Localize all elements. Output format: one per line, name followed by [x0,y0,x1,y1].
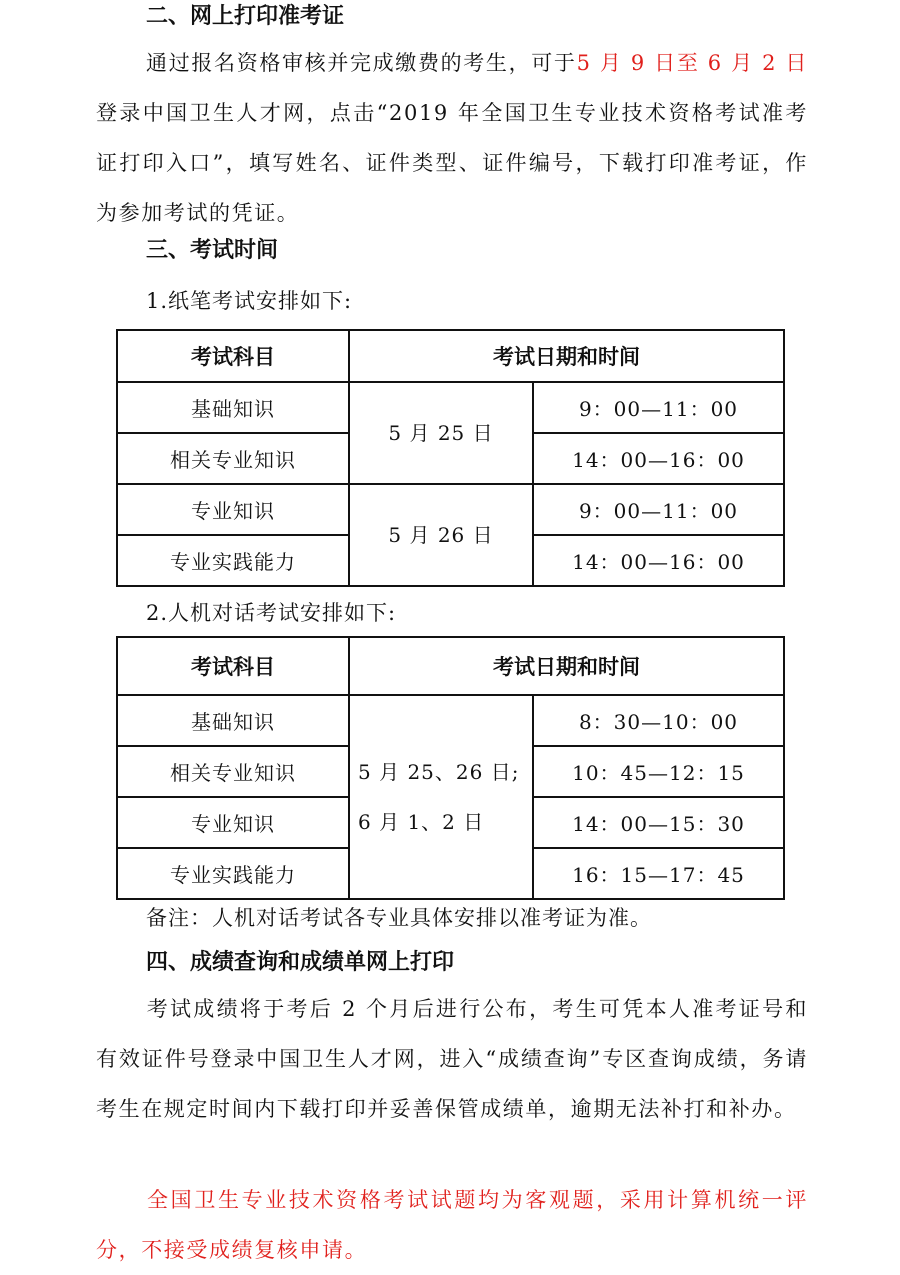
admission-print-dates: 5 月 9 日至 6 月 2 日 [576,51,808,75]
table2-subject: 专业知识 [117,797,349,848]
table1-header-subject: 考试科目 [117,330,349,382]
computer-exam-table [116,636,785,900]
table-row [117,382,784,433]
score-query-text: 考试成绩将于考后 2 个月后进行公布，考生可凭本人准考证号和有效证件号登录中国卫生人才网，进入“成绩查询”专区查询成绩，务请考生在规定时间内下载打印并妥善保管成绩单，逾期无法补打和补办。 [96,997,808,1121]
table2-time: 8：30—10：00 [533,695,784,746]
paper-exam-subtitle: 1.纸笔考试安排如下: [146,289,353,313]
section-heading-exam-time: 三、考试时间 [146,238,279,263]
table1-time: 14：00—16：00 [533,433,784,484]
table-row [117,484,784,535]
objective-scoring-text: 全国卫生专业技术资格考试试题均为客观题，采用计算机统一评分，不接受成绩复核申请。 [96,1188,808,1262]
table2-subject: 相关专业知识 [117,746,349,797]
table2-date-line2: 6 月 1、2 日 [358,810,485,834]
computer-exam-subtitle: 2.人机对话考试安排如下: [146,601,397,625]
table2-header-datetime: 考试日期和时间 [349,637,784,695]
table1-header-datetime: 考试日期和时间 [349,330,784,382]
table2-dates [349,695,533,899]
admission-text-part1: 通过报名资格审核并完成缴费的考生，可于 [146,51,577,75]
table2-header-subject: 考试科目 [117,637,349,695]
table1-time: 14：00—16：00 [533,535,784,586]
table1-subject: 相关专业知识 [117,433,349,484]
objective-scoring-notice [96,1175,808,1275]
table-row [117,695,784,746]
table1-date: 5 月 26 日 [349,484,533,586]
table1-time: 9：00—11：00 [533,382,784,433]
table1-date: 5 月 25 日 [349,382,533,484]
table2-time: 16：15—17：45 [533,848,784,899]
computer-exam-note: 备注：人机对话考试各专业具体安排以准考证为准。 [146,906,652,930]
table2-date-line1: 5 月 25、26 日; [358,760,520,784]
paper-exam-table [116,329,785,587]
table2-subject: 基础知识 [117,695,349,746]
table1-time: 9：00—11：00 [533,484,784,535]
section-heading-admission-ticket: 二、网上打印准考证 [146,4,345,29]
table1-subject: 专业实践能力 [117,535,349,586]
table2-time: 14：00—15：30 [533,797,784,848]
table1-subject: 基础知识 [117,382,349,433]
table2-subject: 专业实践能力 [117,848,349,899]
section-heading-score-query: 四、成绩查询和成绩单网上打印 [146,950,455,975]
score-query-paragraph [96,984,808,1134]
table2-time: 10：45—12：15 [533,746,784,797]
admission-ticket-paragraph [96,38,808,238]
table1-subject: 专业知识 [117,484,349,535]
admission-text-part2: 登录中国卫生人才网，点击“2019 年全国卫生专业技术资格考试准考证打印入口”，填写姓名、证件类型、证件编号，下载打印准考证，作为参加考试的凭证。 [96,101,808,225]
